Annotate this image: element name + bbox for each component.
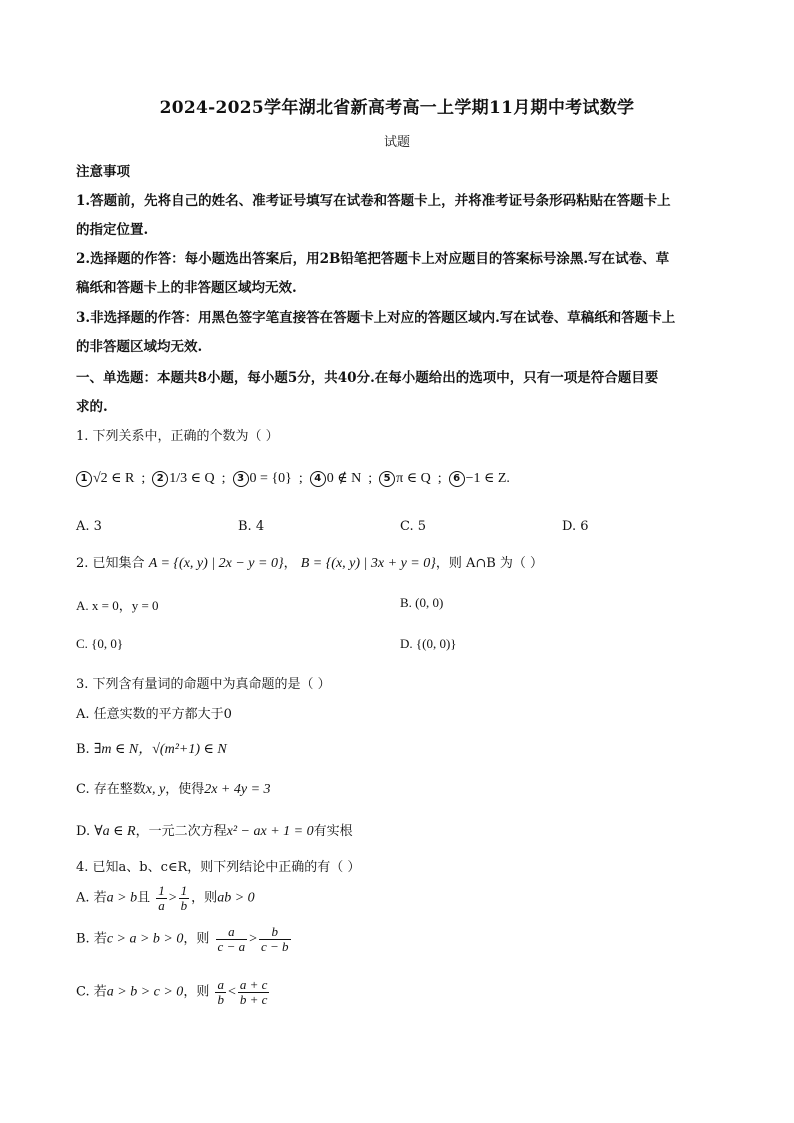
q4-option-b-cond: c > a > b > 0 [106, 931, 184, 947]
q3-option-d-math-1: ∀a ∈ R [94, 824, 136, 839]
q1-item-3: 0 = {0} [249, 471, 292, 486]
page-title: 2024-2025学年湖北省新高考高一上学期11月期中考试数学 [159, 98, 635, 118]
q1-item-6: −1 ∈ Z. [465, 471, 510, 486]
q4-option-a [76, 884, 722, 912]
section-heading-line-1: 一、单选题：本题共8小题，每小题5分，共40分.在每小题给出的选项中，只有一项是符合题目要 [76, 370, 659, 386]
q2-stem-suffix: ，则 A∩B 为（ ） [435, 556, 544, 571]
q4-option-b-fraction-1: $\frac{a}{c - a}$ [217, 924, 246, 954]
notice-heading: 注意事项 [76, 164, 130, 180]
q4-option-a-fraction-2: $\frac{1}{b}$ [180, 883, 188, 913]
q4-option-c-fraction-1: $\frac{a}{b}$ [217, 977, 224, 1007]
q1-option-c: C. 5 [400, 519, 427, 534]
notice-item-2-line-1: 2.选择题的作答：每小题选出答案后，用2B铅笔把答题卡上对应题目的答案标号涂黑.写在试卷、草 [76, 251, 670, 267]
q4-option-c-cond: a > b > c > 0 [106, 984, 184, 1000]
section-heading-line-2: 求的. [76, 399, 108, 415]
question-1-stem: 1. 下列关系中，正确的个数为（ ） [76, 429, 279, 444]
circled-number-2: 2 [152, 471, 168, 487]
question-1-items: 1 √2 ∈ R ; 2 1/3 ∈ Q ; 3 0 = {0} ; 4 0 ∉ N ; 5 π ∈ Q ; 6 −1 ∈ Z. [76, 470, 722, 487]
circled-number-4: 4 [310, 471, 326, 487]
q2-set-b: B = {(x, y) | 3x + y = 0} [300, 556, 436, 571]
q4-option-a-label: A. 若 [76, 890, 107, 906]
circled-number-1: 1 [76, 471, 92, 487]
q3-option-a: A. 任意实数的平方都大于0 [76, 707, 232, 722]
q3-option-d [76, 820, 722, 840]
q3-option-c-label: C. 存在整数 [76, 782, 146, 797]
q3-option-d-math-2: x² − ax + 1 = 0 [226, 824, 314, 839]
q1-option-d: D. 6 [562, 519, 589, 534]
q1-item-1: √2 ∈ R [93, 471, 135, 486]
notice-item-3-line-2: 的非答题区域均无效. [76, 339, 203, 355]
q4-option-a-cond: a > b [106, 890, 138, 906]
q1-option-a: A. 3 [76, 519, 102, 534]
q4-option-a-conclusion: ab > 0 [217, 890, 255, 906]
circled-number-6: 6 [449, 471, 465, 487]
q4-option-c-label: C. 若 [76, 984, 107, 1000]
notice-item-1-line-1: 1.答题前，先将自己的姓名、准考证号填写在试卷和答题卡上，并将准考证号条形码粘贴在答题卡上 [76, 193, 671, 209]
q2-option-d: D. {(0, 0)} [400, 636, 457, 651]
q4-option-b-then: ，则 [183, 931, 210, 947]
q4-option-b-fraction-2: $\frac{b}{c - b}$ [261, 924, 289, 954]
q2-stem-prefix: 2. 已知集合 [76, 556, 145, 571]
q3-option-c-mid: ，使得 [165, 782, 205, 797]
q3-option-d-suffix: 有实根 [313, 824, 353, 839]
notice-item-3-line-1: 3.非选择题的作答：用黑色签字笔直接答在答题卡上对应的答题区域内.写在试卷、草稿纸和答题卡上 [76, 310, 676, 326]
q4-option-a-fraction-1: $\frac{1}{a}$ [158, 883, 165, 913]
q3-option-d-label: D. [76, 824, 95, 839]
q3-option-b-label: B. [76, 742, 94, 757]
q1-item-4: 0 ∉ N [326, 471, 362, 486]
question-3-stem: 3. 下列含有量词的命题中为真命题的是（ ） [76, 677, 331, 692]
q3-option-c [76, 778, 722, 798]
q4-option-c-lt: < [227, 984, 236, 1000]
question-2-stem: 2. 已知集合 A = {(x, y) | 2x − y = 0}， B = {(x, y) | 3x + y = 0}，则 A∩B 为（ ） [76, 556, 544, 571]
page-subtitle: 试题 [383, 135, 410, 150]
q2-set-a: A = {(x, y) | 2x − y = 0} [148, 556, 284, 571]
notice-item-1-line-2: 的指定位置. [76, 222, 149, 238]
q2-option-b: B. (0, 0) [400, 595, 444, 610]
q4-option-b-gt: > [249, 931, 257, 947]
q2-option-c: C. {0, 0} [76, 636, 124, 651]
circled-number-5: 5 [379, 471, 395, 487]
q4-option-c-fraction-2: $\frac{a + c}{b + c}$ [239, 977, 268, 1007]
q3-option-c-math-2: 2x + 4y = 3 [204, 782, 271, 797]
q3-option-b [76, 738, 722, 758]
q4-option-c [76, 978, 722, 1006]
q1-option-b: B. 4 [238, 519, 265, 534]
q3-option-b-math: ∃m ∈ N，√(m²+1) ∈ N [93, 742, 227, 757]
q2-option-a: A. x = 0，y = 0 [76, 598, 159, 613]
q3-option-c-math-1: x, y [145, 782, 166, 797]
question-4-stem: 4. 已知a、b、c∈R，则下列结论中正确的有（ ） [76, 860, 361, 875]
q4-option-b-label: B. 若 [76, 931, 107, 947]
circled-number-3: 3 [233, 471, 249, 487]
q4-option-b [76, 925, 722, 953]
q4-option-a-and: 且 [137, 890, 151, 906]
q3-option-d-mid: ，一元二次方程 [135, 824, 227, 839]
notice-item-2-line-2: 稿纸和答题卡上的非答题区域均无效. [76, 280, 297, 296]
q4-option-a-gt: > [168, 890, 177, 906]
q1-item-2: 1/3 ∈ Q [169, 471, 215, 486]
q4-option-a-then: ，则 [191, 890, 218, 906]
q1-item-5: π ∈ Q [396, 471, 431, 486]
q4-option-c-then: ，则 [183, 984, 210, 1000]
